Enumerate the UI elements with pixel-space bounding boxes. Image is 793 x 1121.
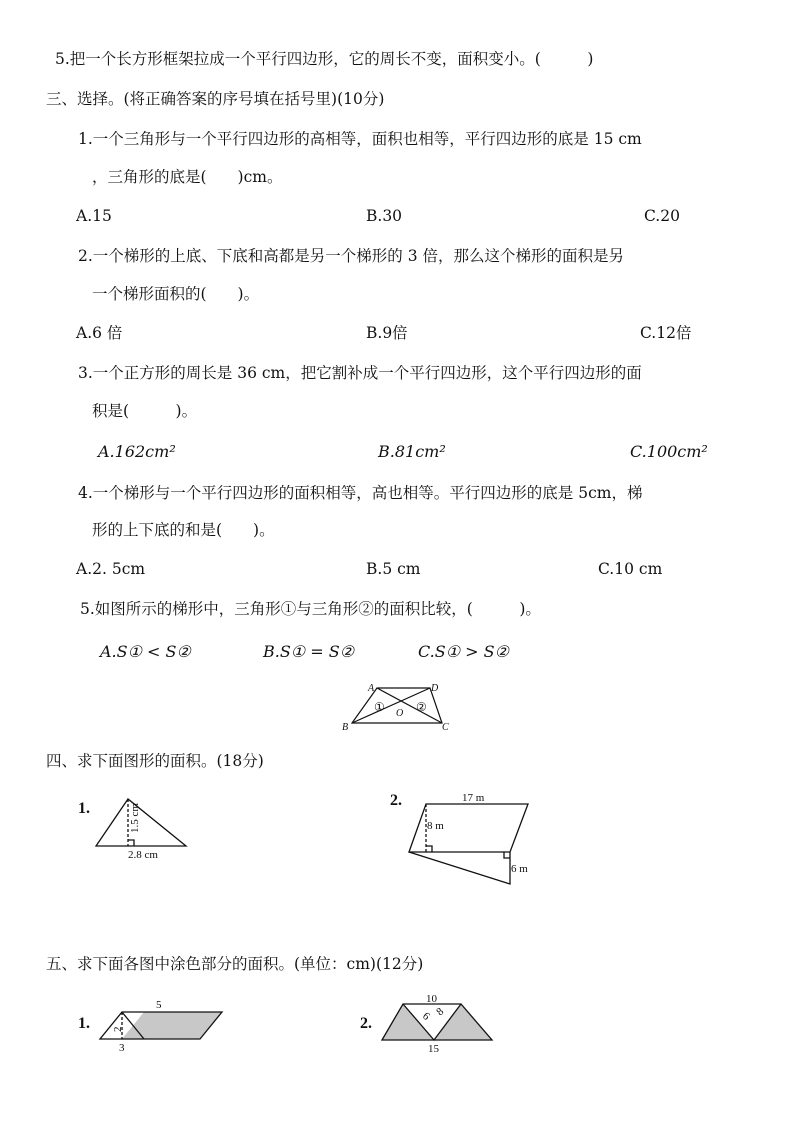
trapezoid-abcd-figure [338,678,458,732]
section-5-heading: 五、求下面各图中涂色部分的面积。(单位：cm)(12分) [46,955,424,973]
s5-fig2-side-a-label: 6 [420,1010,432,1023]
q3-option-b: B.81cm² [378,442,446,461]
q2-option-b: B.9倍 [366,324,408,342]
s4-figure-2-number: 2. [390,792,402,809]
s4-figure-1-number: 1. [78,800,90,817]
q4-option-b: B.5 cm [366,560,421,578]
vertex-d-label: D [431,683,439,694]
s4-composite-figure [400,790,550,890]
q2-option-c: C.12倍 [640,324,692,342]
s5-fig1-top-label: 5 [156,999,162,1011]
q2-option-a: A.6 倍 [76,324,123,342]
center-o-label: O [396,708,404,719]
section-3-heading: 三、选择。(将正确答案的序号填在括号里)(10分) [46,90,385,108]
s5-fig2-top-label: 10 [426,993,437,1005]
q2-line2: 一个梯形面积的( )。 [92,285,260,303]
q1-line1: 1.一个三角形与一个平行四边形的高相等，面积也相等，平行四边形的底是 15 cm [78,130,642,148]
section-4-heading: 四、求下面图形的面积。(18分) [46,752,264,770]
q5-line1: 5.如图所示的梯形中，三角形①与三角形②的面积比较，( )。 [80,600,541,618]
q4-line1: 4.一个梯形与一个平行四边形的面积相等，高也相等。平行四边形的底是 5cm，梯 [78,484,643,502]
s4-triangle-figure [92,795,202,865]
q5-option-c: C.S① > S② [418,642,509,661]
vertex-b-label: B [342,722,349,733]
s5-trapezoid-figure [378,992,508,1056]
top-base-label: 17 m [462,792,485,804]
q4-line2: 形的上下底的和是( )。 [92,521,275,539]
triangle-base-label: 2.8 cm [128,849,158,861]
height-6-label: 6 m [511,863,528,875]
height-8-label: 8 m [427,820,444,832]
s5-fig1-height-label: 2 [112,1026,124,1032]
s5-fig2-bottom-label: 15 [428,1043,439,1055]
q3-option-c: C.100cm² [630,442,708,461]
q3-line2: 积是( )。 [92,402,198,420]
s5-figure-2-number: 2. [360,1015,372,1032]
s5-figure-1-number: 1. [78,1015,90,1032]
q1-option-a: A.15 [76,207,112,225]
vertex-a-label: A [368,683,375,694]
q5-option-a: A.S① < S② [100,642,191,661]
q1-line2: ，三角形的底是( )cm。 [92,168,283,186]
q4-option-a: A.2. 5cm [76,560,146,578]
q5-option-b: B.S① = S② [263,642,355,661]
s5-fig1-base-label: 3 [119,1042,125,1054]
q4-option-c: C.10 cm [598,560,663,578]
q2-line1: 2.一个梯形的上底、下底和高都是另一个梯形的 3 倍，那么这个梯形的面积是另 [78,247,625,265]
q1-option-c: C.20 [644,207,680,225]
q1-option-b: B.30 [366,207,403,225]
triangle-height-label: 1.5 cm [129,803,141,833]
vertex-c-label: C [442,722,449,733]
q3-line1: 3.一个正方形的周长是 36 cm，把它割补成一个平行四边形，这个平行四边形的面 [78,364,642,382]
true-false-item-5: 5.把一个长方形框架拉成一个平行四边形，它的周长不变，面积变小。( ) [55,50,594,68]
q3-option-a: A.162cm² [98,442,176,461]
s5-parallelogram-figure [96,994,236,1054]
triangle-2-label: ② [416,700,427,714]
triangle-1-label: ① [374,700,385,714]
s5-fig2-side-b-label: 8 [434,1005,447,1019]
